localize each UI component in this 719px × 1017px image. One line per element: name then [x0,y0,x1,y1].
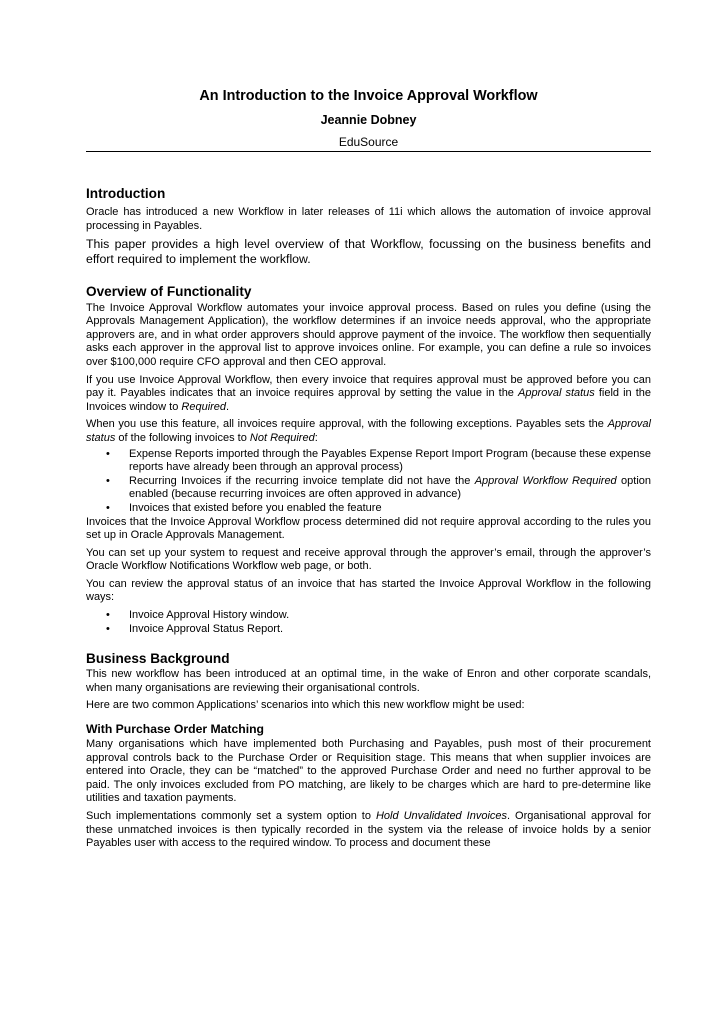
business-paragraph-1: This new workflow has been introduced at an optimal time, in the wake of Enron and other corporate scandals, when many organisations are reviewing their organisational controls. [86,668,651,694]
list-item: • Recurring Invoices if the recurring invoice template did not have the Approval Workflow Required option enabled (because recurring invoices are often approved in advance) [106,474,652,501]
overview-paragraph-5: You can set up your system to request and receive approval through the approver’s email, through the approver’s Oracle Workflow Notifications Workflow web page, or both. [86,546,651,573]
business-paragraph-2: Here are two common Applications’ scenarios into which this new workflow might be used: [86,699,525,712]
header-divider [86,151,651,152]
business-background-heading: Business Background [86,651,230,667]
purchase-order-matching-heading: With Purchase Order Matching [86,722,264,737]
author-name: Jeannie Dobney [320,113,417,127]
overview-paragraph-1: The Invoice Approval Workflow automates your invoice approval process. Based on rules you define (using the Approvals Management Application), the workflow determines if an invoice needs approval, who the appropriate approvers are, and in what order approvers should approve payment of the invoice. The workflow then sequentially asks each approver in the approval list to approve invoices online. For example, you can define a rule so invoices over $100,000 require CFO approval and then CEO approval. [86,301,651,368]
document-body [86,186,651,851]
list-item: • Expense Reports imported through the Payables Expense Report Import Program (because these expense reports have already been through an approval process) [106,447,651,474]
document-title: An Introduction to the Invoice Approval Workflow [199,88,538,104]
business-paragraph-4: Such implementations commonly set a system option to Hold Unvalidated Invoices. Organisational approval for these unmatched invoices is then typically recorded in the system via the release of invoice holds by a senior Payables user with access to the required window. To process and document these [86,810,651,850]
exceptions-list [86,448,651,516]
introduction-paragraph-1: Oracle has introduced a new Workflow in later releases of 11i which allows the automation of invoice approval processing in Payables. [86,206,651,232]
list-item: • Invoices that existed before you enabled the feature [106,501,382,514]
introduction-paragraph-2: This paper provides a high level overview of that Workflow, focussing on the business benefits and effort required to implement the workflow. [86,237,651,267]
overview-paragraph-2: If you use Invoice Approval Workflow, then every invoice that requires approval must be approved before you can pay it. Payables indicates that an invoice requires approval by setting the value in the Approval status field in the Invoices window to Required. [86,373,652,413]
overview-paragraph-3: When you use this feature, all invoices require approval, with the following exceptions. Payables sets the Approval status of the following invoices to Not Required: [86,418,651,444]
organisation-name: EduSource [338,135,399,149]
overview-paragraph-6: You can review the approval status of an invoice that has started the Invoice Approval Workflow in the following ways: [86,577,651,604]
overview-paragraph-4: Invoices that the Invoice Approval Workflow process determined did not require approval according to the rules you set up in Oracle Approvals Management. [86,515,651,542]
introduction-heading: Introduction [86,186,166,201]
list-item: • Invoice Approval History window. [106,609,290,622]
review-methods-list [86,609,651,636]
business-paragraph-3: Many organisations which have implemented both Purchasing and Payables, push most of their procurement approval controls back to the Purchase Order or Requisition stage. This means that when supplier invoices are entered into Oracle, they can be “matched” to the approved Purchase Order and need no further approval to be paid. The only invoices excluded from PO matching, are likely to be charges which are hard to pre-determine like utilities and taxation payments. [86,738,651,805]
overview-heading: Overview of Functionality [86,283,252,299]
list-item: • Invoice Approval Status Report. [106,622,284,635]
